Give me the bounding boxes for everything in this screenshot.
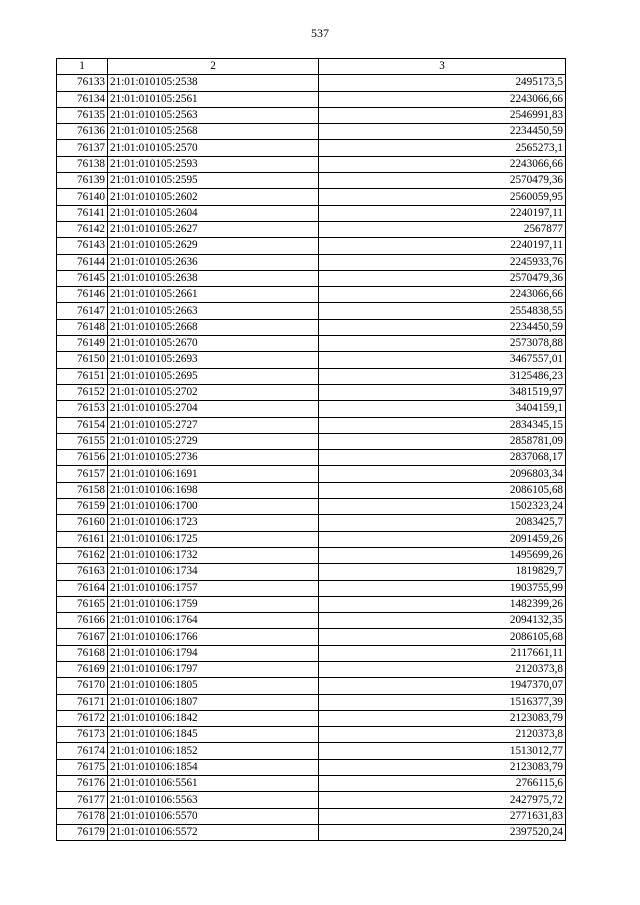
cadastral-number-cell: 21:01:010105:2668 bbox=[108, 319, 319, 335]
cadastral-number-cell: 21:01:010106:1700 bbox=[108, 499, 319, 515]
table-row bbox=[57, 776, 566, 792]
row-number-cell: 76155 bbox=[57, 433, 108, 449]
cadastral-number-cell: 21:01:010106:1766 bbox=[108, 629, 319, 645]
cadastral-number-cell: 21:01:010105:2568 bbox=[108, 124, 319, 140]
cadastral-value-cell: 1903755,99 bbox=[319, 580, 566, 596]
row-number-cell: 76176 bbox=[57, 776, 108, 792]
cadastral-value-cell: 2858781,09 bbox=[319, 433, 566, 449]
table-row bbox=[57, 303, 566, 319]
row-number-cell: 76173 bbox=[57, 727, 108, 743]
row-number-cell: 76161 bbox=[57, 531, 108, 547]
row-number-cell: 76145 bbox=[57, 270, 108, 286]
table-row bbox=[57, 596, 566, 612]
cadastral-number-cell: 21:01:010106:1794 bbox=[108, 645, 319, 661]
cadastral-value-cell: 2573078,88 bbox=[319, 336, 566, 352]
table-row bbox=[57, 678, 566, 694]
table-row bbox=[57, 661, 566, 677]
table-row bbox=[57, 221, 566, 237]
row-number-cell: 76178 bbox=[57, 808, 108, 824]
table-row bbox=[57, 319, 566, 335]
cadastral-number-cell: 21:01:010106:1764 bbox=[108, 613, 319, 629]
cadastral-value-cell: 2240197,11 bbox=[319, 205, 566, 221]
row-number-cell: 76146 bbox=[57, 287, 108, 303]
table-row bbox=[57, 173, 566, 189]
cadastral-value-cell: 2096803,34 bbox=[319, 466, 566, 482]
row-number-cell: 76166 bbox=[57, 613, 108, 629]
table-row bbox=[57, 629, 566, 645]
cadastral-value-cell: 2243066,66 bbox=[319, 287, 566, 303]
row-number-cell: 76134 bbox=[57, 91, 108, 107]
column-header-1: 1 bbox=[57, 59, 108, 75]
table-row bbox=[57, 727, 566, 743]
cadastral-number-cell: 21:01:010106:1852 bbox=[108, 743, 319, 759]
table-row bbox=[57, 270, 566, 286]
row-number-cell: 76149 bbox=[57, 336, 108, 352]
cadastral-number-cell: 21:01:010105:2693 bbox=[108, 352, 319, 368]
cadastral-number-cell: 21:01:010106:1732 bbox=[108, 547, 319, 563]
row-number-cell: 76158 bbox=[57, 482, 108, 498]
row-number-cell: 76169 bbox=[57, 661, 108, 677]
cadastral-number-cell: 21:01:010105:2602 bbox=[108, 189, 319, 205]
table-row bbox=[57, 482, 566, 498]
cadastral-number-cell: 21:01:010106:1691 bbox=[108, 466, 319, 482]
row-number-cell: 76175 bbox=[57, 759, 108, 775]
column-header-2: 2 bbox=[108, 59, 319, 75]
cadastral-number-cell: 21:01:010105:2695 bbox=[108, 368, 319, 384]
row-number-cell: 76150 bbox=[57, 352, 108, 368]
table-row bbox=[57, 124, 566, 140]
cadastral-value-cell: 2560059,95 bbox=[319, 189, 566, 205]
cadastral-value-cell: 2567877 bbox=[319, 221, 566, 237]
row-number-cell: 76174 bbox=[57, 743, 108, 759]
cadastral-number-cell: 21:01:010105:2663 bbox=[108, 303, 319, 319]
row-number-cell: 76151 bbox=[57, 368, 108, 384]
table-row bbox=[57, 499, 566, 515]
table-body bbox=[57, 75, 566, 841]
cadastral-number-cell: 21:01:010105:2595 bbox=[108, 173, 319, 189]
row-number-cell: 76147 bbox=[57, 303, 108, 319]
cadastral-number-cell: 21:01:010105:2638 bbox=[108, 270, 319, 286]
row-number-cell: 76165 bbox=[57, 596, 108, 612]
cadastral-number-cell: 21:01:010106:1807 bbox=[108, 694, 319, 710]
table-row bbox=[57, 710, 566, 726]
table-row bbox=[57, 91, 566, 107]
cadastral-value-cell: 1513012,77 bbox=[319, 743, 566, 759]
table-row bbox=[57, 433, 566, 449]
cadastral-value-table bbox=[56, 58, 566, 841]
cadastral-value-cell: 2837068,17 bbox=[319, 450, 566, 466]
table-row bbox=[57, 466, 566, 482]
cadastral-number-cell: 21:01:010106:1797 bbox=[108, 661, 319, 677]
table-row bbox=[57, 384, 566, 400]
table-header-row bbox=[57, 59, 566, 75]
row-number-cell: 76171 bbox=[57, 694, 108, 710]
cadastral-value-cell: 1495699,26 bbox=[319, 547, 566, 563]
cadastral-value-cell: 2083425,7 bbox=[319, 515, 566, 531]
cadastral-value-cell: 2117661,11 bbox=[319, 645, 566, 661]
table-row bbox=[57, 107, 566, 123]
cadastral-value-cell: 2120373,8 bbox=[319, 727, 566, 743]
row-number-cell: 76136 bbox=[57, 124, 108, 140]
cadastral-number-cell: 21:01:010105:2727 bbox=[108, 417, 319, 433]
cadastral-number-cell: 21:01:010105:2627 bbox=[108, 221, 319, 237]
row-number-cell: 76144 bbox=[57, 254, 108, 270]
table-row bbox=[57, 352, 566, 368]
cadastral-number-cell: 21:01:010105:2702 bbox=[108, 384, 319, 400]
row-number-cell: 76139 bbox=[57, 173, 108, 189]
table-row bbox=[57, 75, 566, 91]
row-number-cell: 76133 bbox=[57, 75, 108, 91]
row-number-cell: 76177 bbox=[57, 792, 108, 808]
cadastral-value-cell: 2120373,8 bbox=[319, 661, 566, 677]
cadastral-number-cell: 21:01:010106:1734 bbox=[108, 564, 319, 580]
cadastral-number-cell: 21:01:010106:5572 bbox=[108, 824, 319, 840]
table-row bbox=[57, 580, 566, 596]
cadastral-value-cell: 2397520,24 bbox=[319, 824, 566, 840]
cadastral-value-cell: 2570479,36 bbox=[319, 173, 566, 189]
cadastral-value-cell: 2086105,68 bbox=[319, 482, 566, 498]
cadastral-number-cell: 21:01:010105:2736 bbox=[108, 450, 319, 466]
cadastral-number-cell: 21:01:010106:1725 bbox=[108, 531, 319, 547]
cadastral-value-cell: 2554838,55 bbox=[319, 303, 566, 319]
row-number-cell: 76156 bbox=[57, 450, 108, 466]
cadastral-value-cell: 2834345,15 bbox=[319, 417, 566, 433]
cadastral-value-cell: 2123083,79 bbox=[319, 759, 566, 775]
cadastral-value-cell: 3125486,23 bbox=[319, 368, 566, 384]
cadastral-value-cell: 2234450,59 bbox=[319, 319, 566, 335]
table-row bbox=[57, 205, 566, 221]
cadastral-value-cell: 2245933,76 bbox=[319, 254, 566, 270]
table-row bbox=[57, 824, 566, 840]
row-number-cell: 76153 bbox=[57, 401, 108, 417]
cadastral-value-cell: 2495173,5 bbox=[319, 75, 566, 91]
cadastral-value-cell: 3404159,1 bbox=[319, 401, 566, 417]
cadastral-value-cell: 2771631,83 bbox=[319, 808, 566, 824]
row-number-cell: 76135 bbox=[57, 107, 108, 123]
cadastral-number-cell: 21:01:010105:2604 bbox=[108, 205, 319, 221]
cadastral-value-cell: 1502323,24 bbox=[319, 499, 566, 515]
table-row bbox=[57, 156, 566, 172]
cadastral-value-cell: 3481519,97 bbox=[319, 384, 566, 400]
cadastral-number-cell: 21:01:010106:5561 bbox=[108, 776, 319, 792]
cadastral-value-cell: 1819829,7 bbox=[319, 564, 566, 580]
row-number-cell: 76141 bbox=[57, 205, 108, 221]
cadastral-number-cell: 21:01:010105:2563 bbox=[108, 107, 319, 123]
cadastral-value-cell: 1516377,39 bbox=[319, 694, 566, 710]
table-row bbox=[57, 450, 566, 466]
cadastral-number-cell: 21:01:010106:5570 bbox=[108, 808, 319, 824]
row-number-cell: 76167 bbox=[57, 629, 108, 645]
cadastral-value-cell: 2243066,66 bbox=[319, 91, 566, 107]
cadastral-number-cell: 21:01:010106:1698 bbox=[108, 482, 319, 498]
cadastral-value-cell: 1482399,26 bbox=[319, 596, 566, 612]
cadastral-value-cell: 2086105,68 bbox=[319, 629, 566, 645]
cadastral-value-cell: 2766115,6 bbox=[319, 776, 566, 792]
table-row bbox=[57, 189, 566, 205]
row-number-cell: 76140 bbox=[57, 189, 108, 205]
cadastral-number-cell: 21:01:010106:1845 bbox=[108, 727, 319, 743]
cadastral-number-cell: 21:01:010105:2636 bbox=[108, 254, 319, 270]
cadastral-number-cell: 21:01:010105:2704 bbox=[108, 401, 319, 417]
row-number-cell: 76163 bbox=[57, 564, 108, 580]
cadastral-value-cell: 2240197,11 bbox=[319, 238, 566, 254]
row-number-cell: 76172 bbox=[57, 710, 108, 726]
row-number-cell: 76157 bbox=[57, 466, 108, 482]
cadastral-number-cell: 21:01:010105:2561 bbox=[108, 91, 319, 107]
cadastral-number-cell: 21:01:010106:1805 bbox=[108, 678, 319, 694]
row-number-cell: 76154 bbox=[57, 417, 108, 433]
cadastral-number-cell: 21:01:010105:2661 bbox=[108, 287, 319, 303]
cadastral-value-cell: 2094132,35 bbox=[319, 613, 566, 629]
table-row bbox=[57, 515, 566, 531]
cadastral-number-cell: 21:01:010105:2538 bbox=[108, 75, 319, 91]
cadastral-value-cell: 2234450,59 bbox=[319, 124, 566, 140]
row-number-cell: 76179 bbox=[57, 824, 108, 840]
cadastral-number-cell: 21:01:010105:2629 bbox=[108, 238, 319, 254]
cadastral-value-cell: 2091459,26 bbox=[319, 531, 566, 547]
cadastral-value-cell: 3467557,01 bbox=[319, 352, 566, 368]
table-row bbox=[57, 401, 566, 417]
cadastral-number-cell: 21:01:010106:1842 bbox=[108, 710, 319, 726]
cadastral-value-cell: 2546991,83 bbox=[319, 107, 566, 123]
table-row bbox=[57, 547, 566, 563]
cadastral-value-cell: 2243066,66 bbox=[319, 156, 566, 172]
table-row bbox=[57, 613, 566, 629]
cadastral-number-cell: 21:01:010105:2593 bbox=[108, 156, 319, 172]
table-row bbox=[57, 759, 566, 775]
table-row bbox=[57, 417, 566, 433]
row-number-cell: 76159 bbox=[57, 499, 108, 515]
row-number-cell: 76152 bbox=[57, 384, 108, 400]
cadastral-number-cell: 21:01:010106:1723 bbox=[108, 515, 319, 531]
row-number-cell: 76143 bbox=[57, 238, 108, 254]
table-row bbox=[57, 287, 566, 303]
table-row bbox=[57, 368, 566, 384]
table-row bbox=[57, 743, 566, 759]
table-row bbox=[57, 694, 566, 710]
row-number-cell: 76142 bbox=[57, 221, 108, 237]
cadastral-value-cell: 2565273,1 bbox=[319, 140, 566, 156]
page-number: 537 bbox=[311, 26, 329, 40]
cadastral-value-cell: 2570479,36 bbox=[319, 270, 566, 286]
row-number-cell: 76148 bbox=[57, 319, 108, 335]
cadastral-number-cell: 21:01:010105:2670 bbox=[108, 336, 319, 352]
row-number-cell: 76164 bbox=[57, 580, 108, 596]
row-number-cell: 76138 bbox=[57, 156, 108, 172]
table-row bbox=[57, 140, 566, 156]
cadastral-value-cell: 2427975,72 bbox=[319, 792, 566, 808]
table-row bbox=[57, 238, 566, 254]
row-number-cell: 76137 bbox=[57, 140, 108, 156]
row-number-cell: 76168 bbox=[57, 645, 108, 661]
table-row bbox=[57, 808, 566, 824]
table-row bbox=[57, 645, 566, 661]
row-number-cell: 76170 bbox=[57, 678, 108, 694]
cadastral-number-cell: 21:01:010106:1759 bbox=[108, 596, 319, 612]
cadastral-value-cell: 1947370,07 bbox=[319, 678, 566, 694]
column-header-3: 3 bbox=[319, 59, 566, 75]
table-row bbox=[57, 531, 566, 547]
table-row bbox=[57, 792, 566, 808]
cadastral-value-cell: 2123083,79 bbox=[319, 710, 566, 726]
table-row bbox=[57, 336, 566, 352]
cadastral-number-cell: 21:01:010106:5563 bbox=[108, 792, 319, 808]
cadastral-number-cell: 21:01:010105:2570 bbox=[108, 140, 319, 156]
cadastral-number-cell: 21:01:010106:1854 bbox=[108, 759, 319, 775]
row-number-cell: 76160 bbox=[57, 515, 108, 531]
table-row bbox=[57, 564, 566, 580]
cadastral-number-cell: 21:01:010105:2729 bbox=[108, 433, 319, 449]
table-row bbox=[57, 254, 566, 270]
cadastral-number-cell: 21:01:010106:1757 bbox=[108, 580, 319, 596]
row-number-cell: 76162 bbox=[57, 547, 108, 563]
